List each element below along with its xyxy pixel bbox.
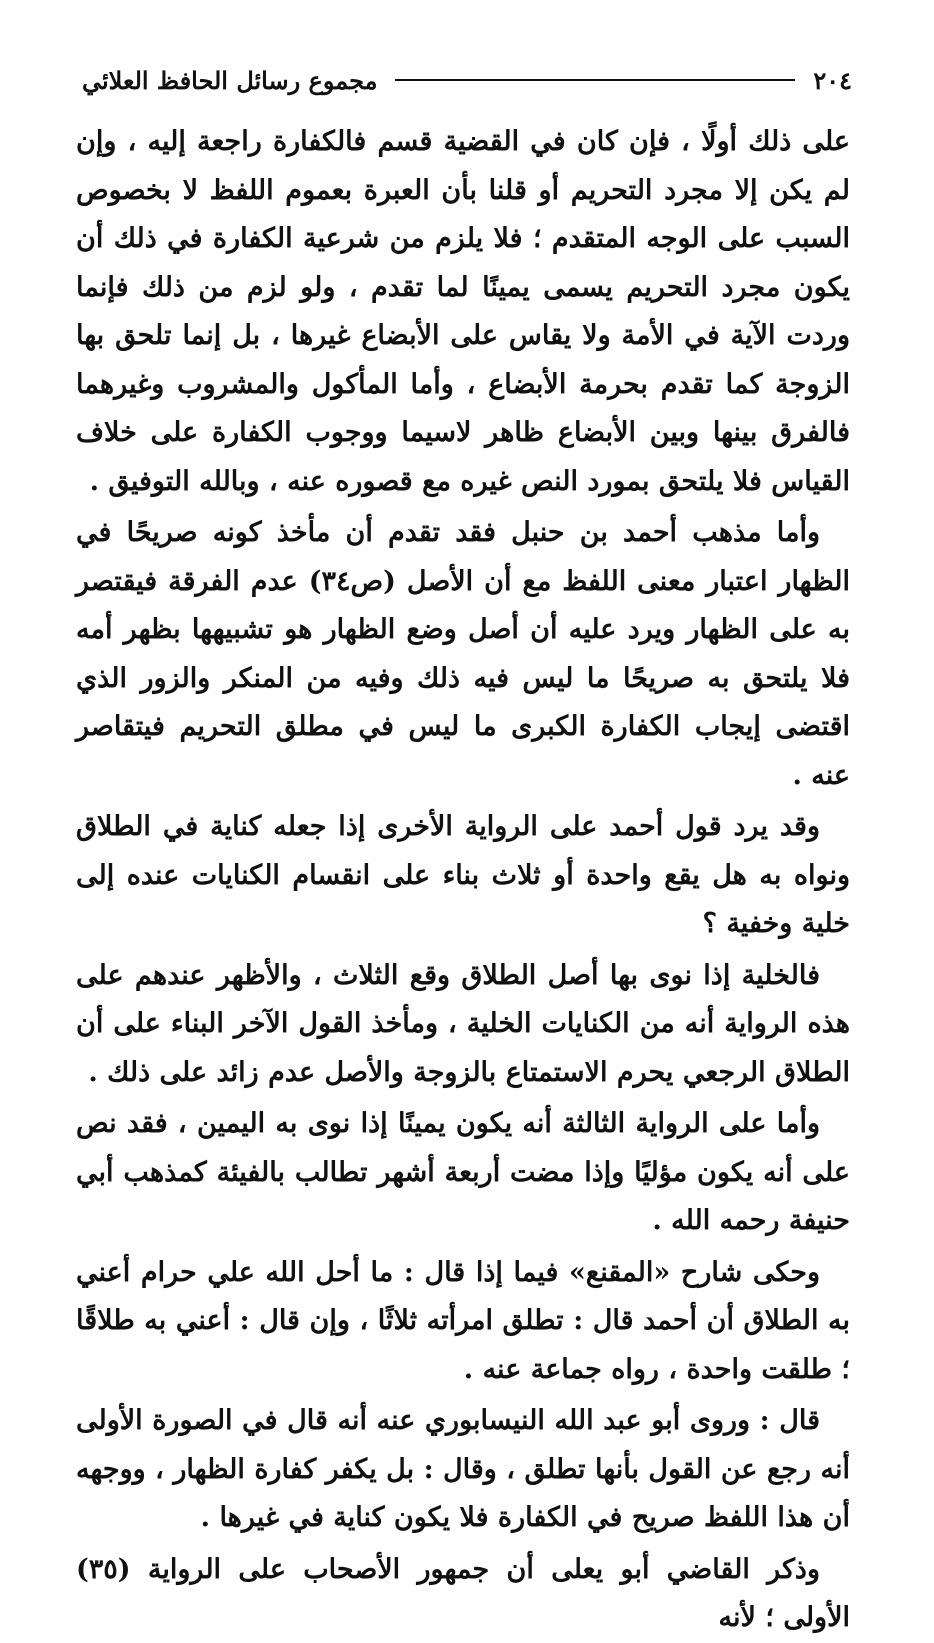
paragraph-2: وأما مذهب أحمد بن حنبل فقد تقدم أن مأخذ كونه صريحًا في الظهار اعتبار معنى اللفظ مع أن الأصل (ص٣٤) عدم الفرقة فيقتصر به على الظهار ويرد عليه أن أصل وضع الظهار هو تشبيهها بظهر أمه فلا يلتحق به صريحًا ما ليس فيه ذلك وفيه من المنكر والزور الذي اقتضى إيجاب الكفارة الكبرى ما ليس في مطلق التحريم فيتقاصر عنه .	[76, 517, 850, 791]
paragraph-4: فالخلية إذا نوى بها أصل الطلاق وقع الثلاث ، والأظهر عندهم على هذه الرواية أنه من الكنايات الخلية ، ومأخذ القول الآخر البناء على أن الطلاق الرجعي يحرم الاستمتاع بالزوجة والأصل عدم زائد على ذلك .	[76, 959, 850, 1088]
body-text	[76, 118, 850, 1643]
paragraph-3: وقد يرد قول أحمد على الرواية الأخرى إذا جعله كناية في الطلاق ونواه به هل يقع واحدة أو ثلاث بناء على انقسام الكنايات عنده إلى خلية وخفية ؟	[76, 811, 850, 939]
book-title: مجموع رسائل الحافظ العلائي	[82, 65, 378, 95]
header-rule	[395, 79, 795, 81]
paragraph-6: وحكى شارح «المقنع» فيما إذا قال : ما أحل الله علي حرام أعني به الطلاق أن أحمد قال : تطلق امرأته ثلاثًا ، وإن قال : أعني به طلاقًا ؛ طلقت واحدة ، رواه جماعة عنه .	[76, 1256, 850, 1385]
paragraph-8: وذكر القاضي أبو يعلى أن جمهور الأصحاب على الرواية (٣٥) الأولى ؛ لأنه	[76, 1553, 850, 1633]
paragraph-5: وأما على الرواية الثالثة أنه يكون يمينًا إذا نوى به اليمين ، فقد نص على أنه يكون مؤليًا وإذا مضت أربعة أشهر تطالب بالفيئة كمذهب أبي حنيفة رحمه الله .	[76, 1108, 850, 1236]
page-number: ٢٠٤	[813, 65, 852, 95]
paragraph-1: على ذلك أولًا ، فإن كان في القضية قسم فالكفارة راجعة إليه ، وإن لم يكن إلا مجرد التحريم أو قلنا بأن العبرة بعموم اللفظ لا بخصوص السبب على الوجه المتقدم ؛ فلا يلزم من شرعية الكفارة في ذلك أن يكون مجرد التحريم يسمى يمينًا لما تقدم ، ولو لزم من ذلك فإنما وردت الآية في الأمة ولا يقاس على الأبضاع غيرها ، بل إنما تلحق بها الزوجة كما تقدم بحرمة الأبضاع ، وأما المأكول والمشروب وغيرهما فالفرق بينها وبين الأبضاع ظاهر لاسيما ووجوب الكفارة على خلاف القياس فلا يلتحق بمورد النص غيره مع قصوره عنه ، وبالله التوفيق .	[76, 126, 850, 497]
running-header	[82, 62, 852, 98]
paragraph-7: قال : وروى أبو عبد الله النيسابوري عنه أنه قال في الصورة الأولى أنه رجع عن القول بأنها تطلق ، وقال : بل يكفر كفارة الظهار ، ووجهه أن هذا اللفظ صريح في الكفارة فلا يكون كناية في غيرها .	[76, 1405, 850, 1533]
